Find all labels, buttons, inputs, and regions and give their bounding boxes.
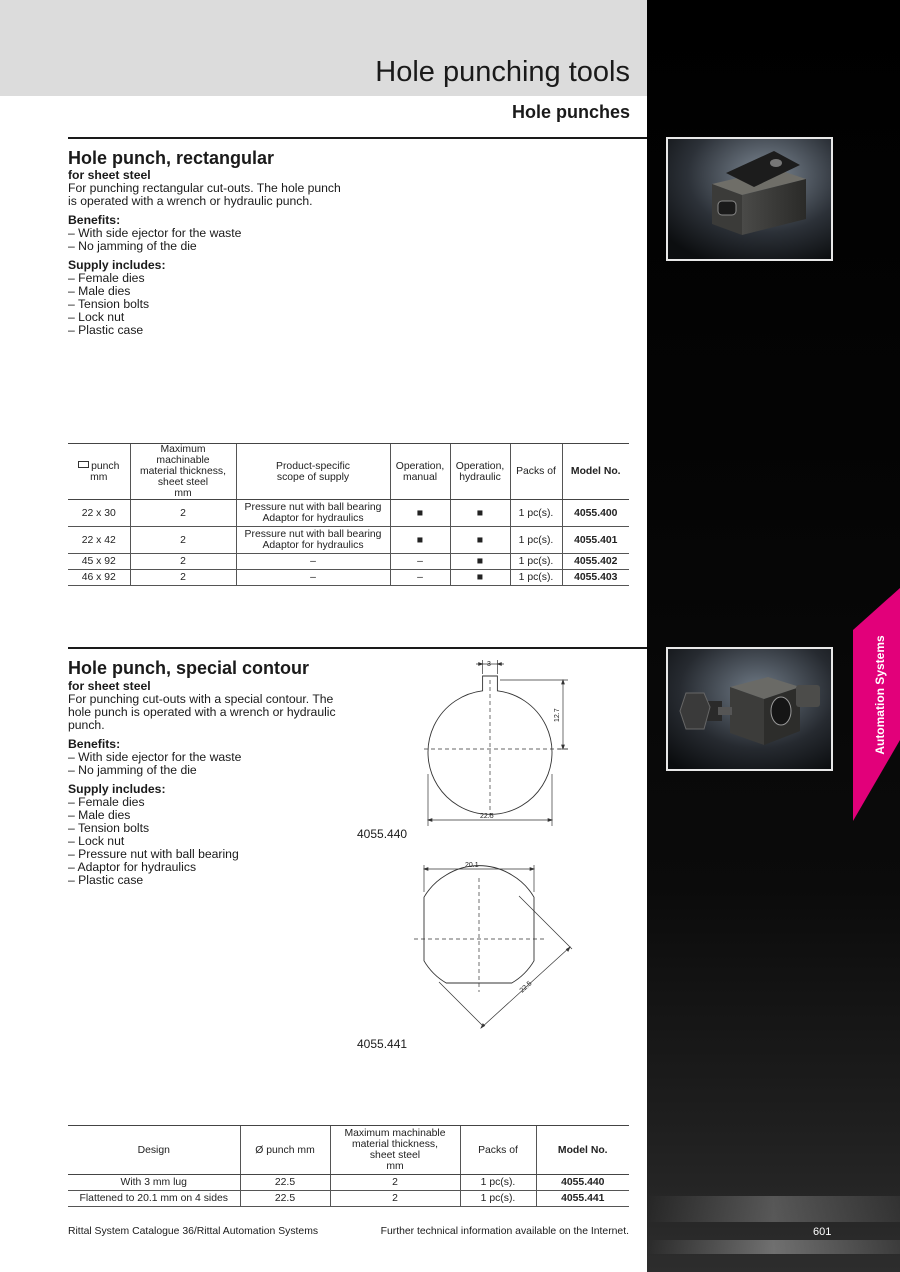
cell-scope: Pressure nut with ball bearing Adaptor for hydraulics xyxy=(236,500,390,527)
supply-item: – Tension bolts xyxy=(68,297,150,311)
supply-item: – Female dies xyxy=(68,795,145,809)
cell-diameter: 22.5 xyxy=(240,1191,330,1207)
cell-model: 4055.401 xyxy=(562,527,629,554)
description-line: is operated with a wrench or hydraulic punch. xyxy=(68,194,313,208)
cell-hydraulic: ■ xyxy=(450,500,510,527)
drawing-label: 4055.441 xyxy=(357,1037,408,1051)
section-title: Hole punch, special contour xyxy=(68,658,310,678)
column-header-design: Design xyxy=(68,1126,240,1175)
spec-table-contour xyxy=(68,1125,629,1207)
section-tab-label: Automation Systems xyxy=(873,635,887,755)
footer-catalogue: Rittal System Catalogue 36/Rittal Automation Systems xyxy=(68,1226,319,1237)
benefit-item: – With side ejector for the waste xyxy=(68,226,242,240)
table-header-row xyxy=(68,1126,629,1175)
supply-item: – Pressure nut with ball bearing xyxy=(68,847,239,861)
cell-thickness: 2 xyxy=(130,500,236,527)
cell-scope: – xyxy=(236,570,390,586)
cell-scope: Pressure nut with ball bearing Adaptor for hydraulics xyxy=(236,527,390,554)
cell-thickness: 2 xyxy=(130,554,236,570)
description-line: hole punch is operated with a wrench or hydraulic xyxy=(68,705,336,719)
page-number: 601 xyxy=(813,1226,832,1238)
section-subtitle: for sheet steel xyxy=(68,168,151,182)
table-header-row xyxy=(68,444,629,500)
supply-item: – Plastic case xyxy=(68,323,144,337)
benefits-list xyxy=(68,214,343,253)
dim-label-height: 12.7 xyxy=(554,708,561,722)
cell-punch: 22 x 30 xyxy=(68,500,130,527)
cell-manual: ■ xyxy=(390,527,450,554)
cell-packs: 1 pc(s). xyxy=(510,527,562,554)
spec-table-rectangular xyxy=(68,443,629,586)
column-header-scope: Product-specific scope of supply xyxy=(236,444,390,500)
table-row xyxy=(68,570,629,586)
column-header-thickness: Maximum machinable material thickness, sheet steel mm xyxy=(130,444,236,500)
column-header-manual: Operation, manual xyxy=(390,444,450,500)
description-line: punch. xyxy=(68,718,105,732)
supply-item: – Plastic case xyxy=(68,873,144,887)
section-body xyxy=(68,169,343,343)
supply-item: – Tension bolts xyxy=(68,821,150,835)
contour-punch-photo-icon xyxy=(668,649,831,769)
cell-punch: 22 x 42 xyxy=(68,527,130,554)
cell-packs: 1 pc(s). xyxy=(510,554,562,570)
cell-thickness: 2 xyxy=(130,527,236,554)
cell-model: 4055.441 xyxy=(536,1191,629,1207)
column-header-hydraulic: Operation, hydraulic xyxy=(450,444,510,500)
drawing-4055-440 xyxy=(418,654,570,828)
page-title: Hole punching tools xyxy=(375,56,630,88)
cell-hydraulic: ■ xyxy=(450,527,510,554)
cell-thickness: 2 xyxy=(130,570,236,586)
supply-item: – Lock nut xyxy=(68,834,125,848)
cell-packs: 1 pc(s). xyxy=(510,570,562,586)
benefits-heading: Benefits: xyxy=(68,213,121,227)
table-row xyxy=(68,500,629,527)
benefit-item: – No jamming of the die xyxy=(68,763,197,777)
benefits-heading: Benefits: xyxy=(68,737,121,751)
table-row xyxy=(68,527,629,554)
section-subtitle: for sheet steel xyxy=(68,679,151,693)
section-description xyxy=(68,693,343,732)
section-title: Hole punch, rectangular xyxy=(68,148,275,168)
section-rule xyxy=(68,647,647,649)
cell-design: Flattened to 20.1 mm on 4 sides xyxy=(68,1191,240,1207)
dim-label-lug: 3 xyxy=(487,661,491,668)
supply-list xyxy=(68,783,343,887)
cell-packs: 1 pc(s). xyxy=(460,1191,536,1207)
column-header-packs: Packs of xyxy=(510,444,562,500)
dim-label-diameter: 22.5 xyxy=(480,813,494,820)
page-subtitle: Hole punches xyxy=(511,102,630,122)
dim-label-diameter: 22.5 xyxy=(518,980,534,995)
contour-punch-photo xyxy=(666,647,833,771)
cell-model: 4055.400 xyxy=(562,500,629,527)
cell-manual: – xyxy=(390,570,450,586)
cell-design: With 3 mm lug xyxy=(68,1175,240,1191)
supply-item: – Lock nut xyxy=(68,310,125,324)
cell-model: 4055.402 xyxy=(562,554,629,570)
cell-packs: 1 pc(s). xyxy=(460,1175,536,1191)
drawing-4055-441 xyxy=(410,856,576,1040)
cell-model: 4055.440 xyxy=(536,1175,629,1191)
cell-punch: 46 x 92 xyxy=(68,570,130,586)
cell-thickness: 2 xyxy=(330,1175,460,1191)
description-line: For punching rectangular cut-outs. The hole punch xyxy=(68,181,341,195)
cell-thickness: 2 xyxy=(330,1191,460,1207)
rectangular-punch-photo xyxy=(666,137,833,261)
section-rule xyxy=(68,137,647,139)
column-header-packs: Packs of xyxy=(460,1126,536,1175)
cell-manual: ■ xyxy=(390,500,450,527)
cell-hydraulic: ■ xyxy=(450,570,510,586)
rectangle-punch-icon xyxy=(78,461,89,468)
column-header-thickness: Maximum machinable material thickness, sheet steel mm xyxy=(330,1126,460,1175)
column-header-diameter: Ø punch mm xyxy=(240,1126,330,1175)
dim-label-flat: 20.1 xyxy=(465,862,479,869)
cell-hydraulic: ■ xyxy=(450,554,510,570)
supply-list xyxy=(68,259,343,337)
table-row xyxy=(68,1175,629,1191)
rectangular-punch-photo-icon xyxy=(668,139,831,259)
section-description xyxy=(68,182,343,208)
drawing-label: 4055.440 xyxy=(357,827,408,841)
benefit-item: – No jamming of the die xyxy=(68,239,197,253)
cell-packs: 1 pc(s). xyxy=(510,500,562,527)
side-bar-streak xyxy=(647,1240,900,1254)
supply-item: – Adaptor for hydraulics xyxy=(68,860,197,874)
cell-scope: – xyxy=(236,554,390,570)
table-row xyxy=(68,1191,629,1207)
cell-manual: – xyxy=(390,554,450,570)
benefits-list xyxy=(68,738,343,777)
column-header-model: Model No. xyxy=(562,444,629,500)
column-header-punch: punch mm xyxy=(68,444,130,500)
column-header-model: Model No. xyxy=(536,1126,629,1175)
supply-heading: Supply includes: xyxy=(68,258,166,272)
benefit-item: – With side ejector for the waste xyxy=(68,750,242,764)
section-body xyxy=(68,680,343,893)
cell-punch: 45 x 92 xyxy=(68,554,130,570)
footer-info: Further technical information available on the Internet. xyxy=(380,1226,629,1237)
description-line: For punching cut-outs with a special contour. The xyxy=(68,692,334,706)
supply-item: – Female dies xyxy=(68,271,145,285)
table-row xyxy=(68,554,629,570)
supply-item: – Male dies xyxy=(68,284,131,298)
supply-item: – Male dies xyxy=(68,808,131,822)
cell-model: 4055.403 xyxy=(562,570,629,586)
side-bar-streak xyxy=(647,1196,900,1222)
supply-heading: Supply includes: xyxy=(68,782,166,796)
cell-diameter: 22.5 xyxy=(240,1175,330,1191)
